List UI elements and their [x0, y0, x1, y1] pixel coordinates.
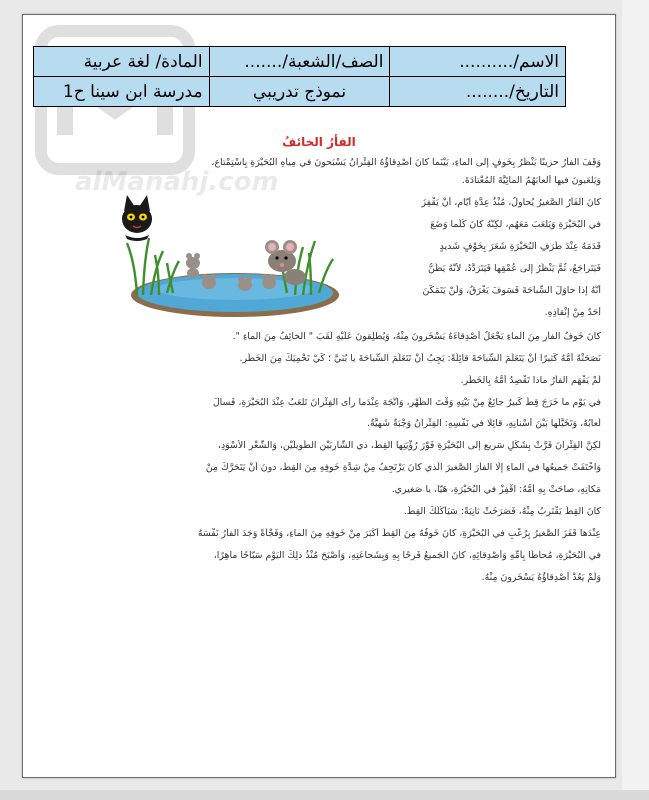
story-line: مَكانِهِ، صاحَتْ بِهِ أُمُّهُ: اقْفِزْ في البُحَيْرَةِ، هَيّا، يا صَغيري.: [391, 484, 601, 495]
story-line: لكِنَّ الفِئْرانَ فَرَّتْ بِشَكْلٍ سَريعٍ إلى البُحَيْرَةِ فَوْرَ رُؤْيَتِها القِطَّ، ذي الشّارِبَيْنِ الطَّويلَيْنِ، وَالشَّعْرِ الأسْوَدِ،: [217, 440, 601, 451]
info-row-2: [34, 77, 566, 107]
story-line: كانَ الفَأرُ الصَّغيرُ يُحاوِلُ، مُنْذُ عِدَّةِ أيّامٍ، أنْ يَقْفِزَ: [421, 197, 601, 208]
story-line: لُعابُهُ، وَتَخَيَّلَها بَيْنَ أسْنانِهِ، قائِلًا في نَفْسِهِ: الفِئْرانُ وَجْبَةٌ شَهِيَّةٌ.: [366, 418, 601, 429]
story-line: نَصَحَتْهُ أُمُّهُ كَثيرًا أنْ يَتَعَلَّمَ السِّباحَةَ قائِلَةً: يَجِبُ أنْ تَتَعَلَّمَ السِّباحَةَ يا بُنَيَّ ؛ كَيْ تَحْمِيَكَ مِنَ الخَطَرِ.: [239, 353, 601, 364]
cat-icon: [122, 195, 152, 241]
story-line: في يَوْمٍ ما خَرَجَ قِطٌّ كَبيرٌ جائِعٌ مِنْ بَيْتِهِ وَقْتَ الظُّهْرِ، وَاتَّجَهَ عِنْدَما رأى الفِئْرانَ تَلْعَبُ عِنْدَ البُحَيْرَةِ، فَسالَ: [212, 397, 601, 408]
story-line: في البُحَيْرَةِ وَيَلْعَبَ مَعَهُم، لكِنَّهُ كانَ كُلَّما وَضَعَ: [430, 219, 601, 230]
watermark-text: alManahj.com: [75, 167, 279, 197]
model-cell: نموذج تدريبي: [209, 77, 390, 107]
class-cell: الصف/الشعبة/.......: [209, 47, 390, 77]
story-line: وَلَمْ يَعُدْ أصْدِقاؤُهُ يَسْخَرونَ مِنْهُ.: [481, 572, 601, 583]
date-cell: التاريخ/........: [390, 77, 566, 107]
story-line: قَدَمَهُ عِنْدَ طَرَفِ البُحَيْرَةِ شَعَرَ بِخَوْفٍ شَديدٍ: [439, 241, 601, 252]
story-line: أحَدٌ مِنْ إنْقاذِهِ.: [544, 307, 601, 318]
story-line: وَاخْتَفَتْ جَميعُها في الماءِ إلّا الفأرَ الصَّغيرَ الَّذي كانَ يَرْتَجِفُ مِنْ شِدَّةِ خَوفِهِ مِنَ القِطِّ، دونَ أنْ يَتَحَرَّكَ مِنْ: [205, 462, 601, 473]
story-line: عِنْدَها قَفَزَ الصَّغيرُ بِرُعْبٍ في البُحَيْرَةِ، كانَ خَوفُهُ مِنَ القِطِّ أكْبَرَ مِنْ خَوفِهِ مِنَ الماءِ، وَفَجْأةً وَجَدَ الفأرُ نَفْسَهُ: [197, 528, 601, 539]
worksheet-page: [22, 14, 616, 778]
school-cell: مدرسة ابن سينا ح1: [34, 77, 210, 107]
story-illustration: [97, 183, 345, 319]
info-row-1: [34, 47, 566, 77]
story-line: في البُحَيْرَةِ، مُحاطًا بِأُمِّهِ وَأصْدِقائِهِ، كانَ الجَميعُ فَرِحًا بِهِ وَبِشَجاعَتِهِ، وَأصْبَحَ مُنْذُ ذلِكَ اليَوْمِ سَبّاحًا ماهِرًا،: [213, 550, 601, 561]
side-panel: [622, 0, 649, 800]
story-line: أنَّهُ إذا حاوَلَ السِّباحَةَ فَسَوفَ يَغْرَقُ، وَلَنْ يَتَمَكَّنَ: [422, 285, 601, 296]
bottom-strip: [0, 790, 649, 800]
lake-icon: [131, 273, 339, 317]
small-mouse-icon: [186, 253, 200, 278]
story-line: وَقَفَ الفأرُ حزينًا يَنْظُرُ بِخَوفٍ إلى الماءِ، بَيْنَما كانَ أصْدِقاؤُهُ الفِئْرانُ يَسْبَحونَ في مِياهِ البُحَيْرَةِ بِاسْتِمْتاعٍ،: [211, 157, 601, 168]
name-cell: الاسم/..........: [390, 47, 566, 77]
subject-cell: المادة/ لغة عربية: [34, 47, 210, 77]
story-line: لَمْ يَفْهَمِ الفأرُ ماذا تَقْصِدُ أُمُّهُ بِالخَطَرِ.: [460, 375, 601, 386]
story-title: الفأرُ الخائفُ: [282, 135, 356, 149]
story-line: كانَ خَوفُ الفأرِ مِنَ الماءِ يَجْعَلُ أصْدِقاءَهُ يَسْخَرونَ مِنْهُ، وَيُطْلِقونَ عَلَيْهِ لَقَبَ " الخائِفُ مِنَ الماءِ ".: [232, 331, 601, 342]
story-line: فَيَتَراجَعُ، ثُمَّ يَنْظُرُ إلى عُمْقِها فَيَتَرَدَّدُ، لأنَّهُ يَظُنُّ: [427, 263, 601, 274]
student-info-table: [33, 46, 566, 107]
story-line: كانَ القِطُّ يَقْتَرِبُ مِنْهُ، فَصَرَخَتْ ثانِيَةً: سَيَأكُلُكَ القِطُّ.: [403, 506, 601, 517]
story-line: وَيَلْعَبونَ فيها ألعابَهُمُ المائِيَّةَ المُعْتادَةَ.: [461, 175, 601, 186]
